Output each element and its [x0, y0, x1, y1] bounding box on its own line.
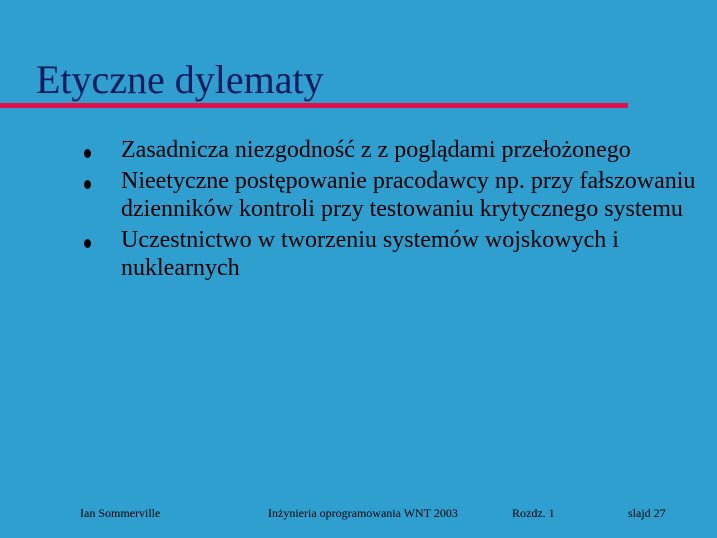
- title-underline: [0, 103, 628, 108]
- bullet-text: Nieetyczne postępowanie pracodawcy np. przy fałszowaniu dzienników kontroli przy testowaniu krytycznego systemu: [121, 168, 696, 222]
- bullet-dot-icon: [84, 149, 91, 158]
- bullet-item: [84, 136, 684, 164]
- bullet-item: [84, 167, 696, 223]
- footer-author: Ian Sommerville: [80, 506, 161, 520]
- bullet-text: Uczestnictwo w tworzeniu systemów wojskowych i nuklearnych: [121, 227, 619, 281]
- slide-title: Etyczne dylematy: [36, 57, 324, 102]
- bullet-item: [84, 226, 684, 282]
- bullet-dot-icon: [84, 180, 91, 189]
- bullet-list: [84, 136, 696, 285]
- bullet-dot-icon: [84, 239, 91, 248]
- footer-chapter: Rozdz. 1: [512, 506, 555, 520]
- bullet-text: Zasadnicza niezgodność z z poglądami przełożonego: [121, 137, 631, 163]
- footer-course: Inżynieria oprogramowania WNT 2003: [268, 506, 458, 520]
- footer-slide-number: slajd 27: [628, 506, 666, 520]
